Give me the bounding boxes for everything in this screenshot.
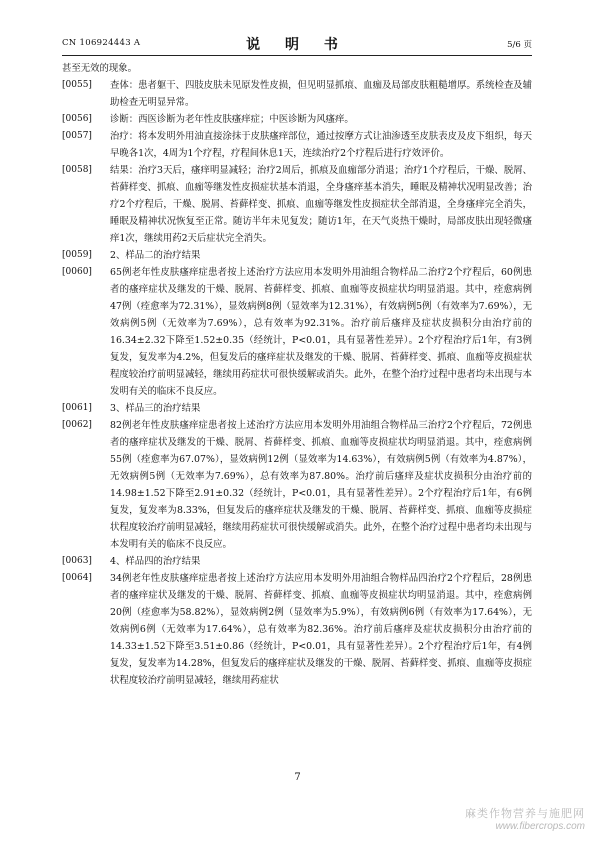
paragraph-0061 (62, 400, 532, 417)
paragraph-text: 查体：患者躯干、四肢皮肤未见原发性皮损，但见明显抓痕、血痂及局部皮肤粗糙增厚。系统检查及辅助检查无明显异常。 (110, 80, 532, 108)
header-rule (62, 55, 532, 56)
paragraph-number: [0057] (62, 131, 92, 141)
watermark (465, 805, 585, 832)
paragraph-text: 34例老年性皮肤瘙痒症患者按上述治疗方法应用本发明外用油组合物样品四治疗2个疗程后，28例患者的瘙痒症状及继发的干燥、脱屑、苔藓样变、抓痕、血痂等皮损症状均明显消退。其中，痊愈病例20例（痊愈率为58.82%），显效病例2例（显效率为5.9%），有效病例6例（有效率为17.64%），无效病例6例（无效率为17.64%），总有效率为82.36%。治疗前后瘙痒及症状皮损积分由治疗前的14.33±1.52下降至3.51±0.86（经统计，P<0.01，具有显著性差异）。2个疗程治疗后1年，有4例复发，复发率为14.28%，但复发后的瘙痒症状及继发的干燥、脱屑、苔藓样变、抓痕、血痂等皮损症状程度较治疗前明显减轻，继续用药症状 (110, 573, 532, 686)
section-heading: 2、样品二的治疗结果 (110, 250, 201, 261)
page-number: 7 (294, 772, 301, 783)
paragraph-number: [0058] (62, 165, 92, 175)
page-fraction: 5/6 页 (507, 40, 532, 50)
continuation-text: 甚至无效的现象。 (62, 63, 138, 74)
page-header (62, 34, 532, 52)
paragraph-0055 (62, 77, 532, 111)
paragraph-0064 (62, 570, 532, 689)
paragraph-text: 治疗：将本发明外用油直接涂抹于皮肤瘙痒部位，通过按摩方式让油渗透至皮肤表皮及皮下组织，每天早晚各1次，4周为1个疗程，疗程间休息1天，连续治疗2个疗程后进行疗效评价。 (110, 131, 532, 159)
document-title: 说 明 书 (246, 37, 348, 53)
document-body (62, 60, 532, 689)
paragraph-0058 (62, 162, 532, 247)
paragraph-text: 诊断：西医诊断为老年性皮肤瘙痒症；中医诊断为风瘙痒。 (110, 114, 354, 125)
paragraph-number: [0056] (62, 114, 92, 124)
paragraph-0056 (62, 111, 532, 128)
section-heading: 4、样品四的治疗结果 (110, 556, 201, 567)
watermark-url: www.fibercrops.com (495, 821, 585, 832)
publication-number: CN 106924443 A (62, 38, 141, 48)
paragraph-number: [0062] (62, 420, 92, 430)
paragraph-number: [0055] (62, 80, 92, 90)
paragraph-number: [0064] (62, 573, 92, 583)
paragraph-0060 (62, 264, 532, 400)
paragraph-0057 (62, 128, 532, 162)
paragraph-text: 结果：治疗3天后，瘙痒明显减轻；治疗2周后，抓痕及血痂部分消退；治疗1个疗程后，干燥、脱屑、苔藓样变、抓痕、血痂等继发性皮损症状基本消退，全身瘙痒基本消失，睡眠及精神状况明显改善；治疗2个疗程后，干燥、脱屑、苔藓样变、抓痕、血痂等继发性皮损症状全部消退，全身瘙痒完全消失，睡眠及精神状况恢复至正常。随访半年未见复发；随访1年，在天气炎热干燥时，局部皮肤出现轻微瘙痒1次，继续用药2天后症状完全消失。 (110, 165, 532, 244)
paragraph-text: 65例老年性皮肤瘙痒症患者按上述治疗方法应用本发明外用油组合物样品二治疗2个疗程后，60例患者的瘙痒症状及继发的干燥、脱屑、苔藓样变、抓痕、血痂等皮损症状均明显消退。其中，痊愈病例47例（痊愈率为72.31%），显效病例8例（显效率为12.31%），有效病例5例（有效率为7.69%），无效病例5例（无效率为7.69%），总有效率为92.31%。治疗前后瘙痒及症状皮损积分由治疗前的16.34±2.32下降至1.52±0.35（经统计，P<0.01，具有显著性差异）。2个疗程治疗后1年，有3例复发，复发率为4.2%，但复发后的瘙痒症状及继发的干燥、脱屑、苔藓样变、抓痕、血痂等皮损症状程度较治疗前明显减轻，继续用药症状可很快缓解或消失。此外，在整个治疗过程中患者均未出现与本发明有关的临床不良反应。 (110, 267, 532, 397)
paragraph-number: [0059] (62, 250, 92, 260)
paragraph-0062 (62, 417, 532, 553)
section-heading: 3、样品三的治疗结果 (110, 403, 201, 414)
paragraph-0063 (62, 553, 532, 570)
watermark-chinese: 麻类作物营养与施肥网 (465, 808, 585, 820)
paragraph-number: [0060] (62, 267, 92, 277)
paragraph-text: 82例老年性皮肤瘙痒症患者按上述治疗方法应用本发明外用油组合物样品三治疗2个疗程后，72例患者的瘙痒症状及继发的干燥、脱屑、苔藓样变、抓痕、血痂等皮损症状均明显消退。其中，痊愈病例55例（痊愈率为67.07%），显效病例12例（显效率为14.63%），有效病例5例（有效率为4.87%），无效病例5例（无效率为7.69%），总有效率为87.80%。治疗前后瘙痒及症状皮损积分由治疗前的14.98±1.52下降至2.91±0.32（经统计，P<0.01，具有显著性差异）。2个疗程治疗后1年，有6例复发，复发率为8.33%，但复发后的瘙痒症状及继发的干燥、脱屑、苔藓样变、抓痕、血痂等皮损症状程度较治疗前明显减轻，继续用药症状可很快缓解或消失。此外，在整个治疗过程中患者均未出现与本发明有关的临床不良反应。 (110, 420, 532, 550)
paragraph-0059 (62, 247, 532, 264)
paragraph-number: [0061] (62, 403, 92, 413)
paragraph-number: [0063] (62, 556, 92, 566)
